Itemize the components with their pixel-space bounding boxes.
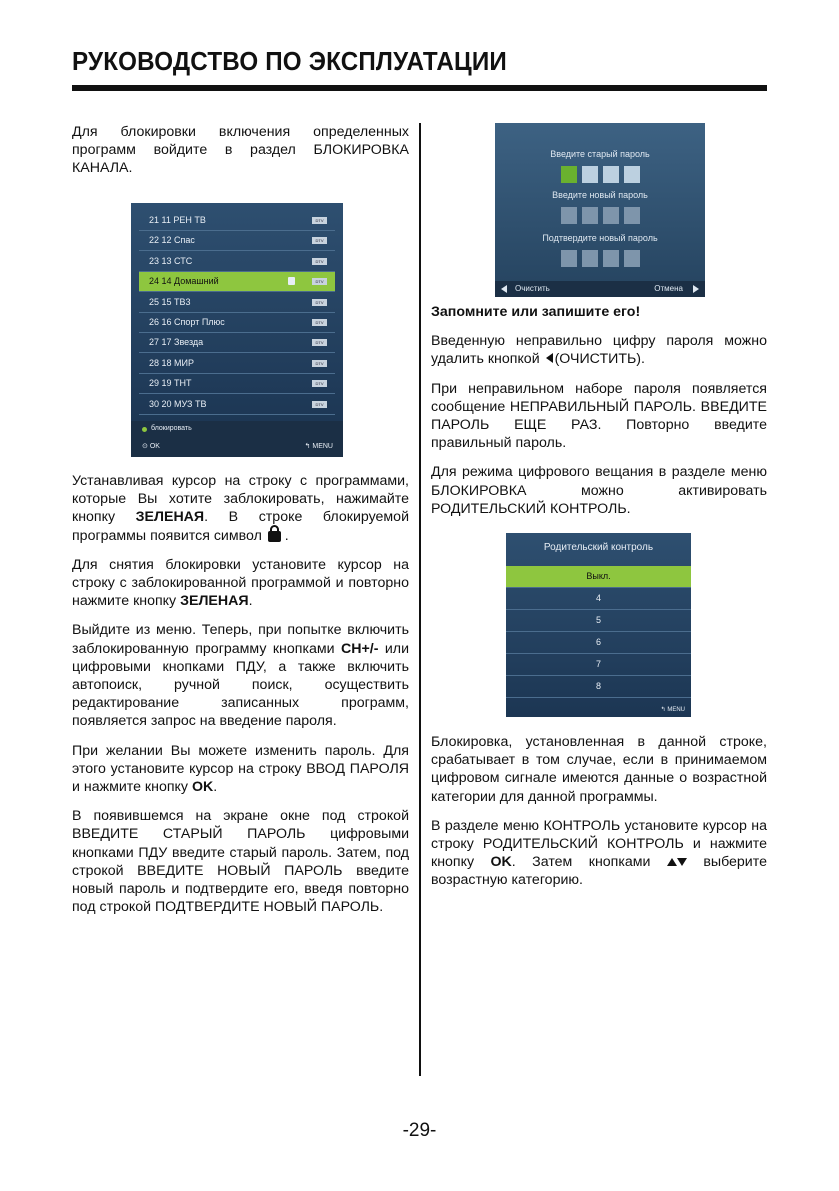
channel-row: [139, 272, 335, 292]
age-option: 8: [506, 676, 691, 698]
paragraph: [72, 742, 409, 797]
dtv-badge: DTV: [312, 217, 327, 224]
text: В разделе меню КОНТРОЛЬ установите курсор на строку РОДИТЕЛЬСКИЙ КОНТРОЛЬ и нажмите кнопку: [431, 817, 767, 871]
channel-row: [139, 231, 335, 251]
age-option: Выкл.: [506, 566, 691, 588]
age-option: 5: [506, 610, 691, 632]
age-option: 6: [506, 632, 691, 654]
menu-label: MENU: [312, 443, 333, 450]
text: .: [280, 527, 289, 544]
text: (ОЧИСТИТЬ).: [554, 351, 645, 368]
lock-icon: [268, 531, 281, 542]
channel-row: [139, 252, 335, 272]
text: Введенную неправильно цифру пароля можно удалить кнопкой: [431, 333, 767, 368]
bold-text: ЗЕЛЕНАЯ: [180, 593, 249, 610]
age-option: 7: [506, 654, 691, 676]
paragraph: При неправильном наборе пароля появляется сообщение НЕПРАВИЛЬНЫЙ ПАРОЛЬ. ВВЕДИТЕ ПАРОЛЬ ЕЩЕ РАЗ. Повторно введите правильный пароль.: [431, 380, 767, 452]
right-body-bottom: [431, 733, 767, 901]
paragraph: [72, 472, 409, 545]
text: .: [248, 593, 253, 610]
channel-footer: [131, 421, 343, 457]
triangle-down-icon: [677, 858, 687, 866]
password-screenshot: [495, 123, 705, 297]
bold-text: ЗЕЛЕНАЯ: [135, 509, 205, 526]
channel-lock-screenshot: [131, 203, 343, 457]
text: или цифровыми кнопками ПДУ, а также включить автопоиск, ручной поиск, осуществить редактирование записанных программ, появляется запрос на введение пароля.: [72, 640, 409, 730]
confirm-password-label: Подтвердите новый пароль: [542, 233, 658, 243]
paragraph: [431, 332, 767, 368]
old-password-boxes: [561, 166, 641, 183]
bold-text: CH+/-: [340, 640, 379, 657]
dtv-badge: DTV: [312, 339, 327, 346]
channel-label: 25 15 ТВ3: [149, 296, 191, 307]
parental-title: Родительский контроль: [543, 542, 654, 553]
page-title: РУКОВОДСТВО ПО ЭКСПЛУАТАЦИИ: [72, 46, 508, 76]
channel-row: [139, 333, 335, 353]
paragraph: [72, 621, 409, 730]
bold-text: OK: [191, 779, 214, 796]
paragraph: [431, 817, 767, 890]
triangle-left-icon: [546, 353, 553, 363]
text: . Затем кнопками: [511, 854, 651, 871]
channel-label: 27 17 Звезда: [149, 337, 204, 348]
channel-row: [139, 395, 335, 415]
clear-label: Очистить: [515, 284, 550, 293]
text: .: [213, 779, 218, 796]
old-password-label: Введите старый пароль: [550, 149, 650, 159]
channel-label: 21 11 РЕН ТВ: [149, 215, 206, 225]
column-divider: [419, 123, 421, 1076]
confirm-password-boxes: [561, 250, 641, 267]
channel-label: 28 18 МИР: [149, 357, 194, 368]
channel-label: 22 12 Спас: [149, 235, 195, 246]
dtv-badge: DTV: [312, 278, 327, 285]
remember-note: Запомните или запишите его!: [431, 304, 641, 320]
dtv-badge: DTV: [312, 299, 327, 306]
text: Для снятия блокировки установите курсор на строку с заблокированной программой и повторно нажмите кнопку: [72, 556, 409, 610]
cancel-label: Отмена: [654, 284, 683, 293]
paragraph: Блокировка, установленная в данной строке, срабатывает в том случае, если в принимаемом цифровом сигнале имеются данные о возрастной категории для данной программы.: [431, 734, 767, 805]
menu-hint: ↰ MENU: [304, 443, 333, 450]
channel-label: 23 13 СТС: [149, 255, 193, 266]
paragraph: [72, 556, 409, 611]
channel-label: 24 14 Домашний: [149, 276, 219, 287]
arrow-right-icon: [693, 285, 699, 293]
new-password-boxes: [561, 207, 641, 224]
menu-hint: ↰ MENU: [660, 707, 685, 713]
lock-icon: [288, 277, 295, 285]
channel-label: 30 20 МУЗ ТВ: [149, 398, 207, 409]
green-dot-icon: [142, 427, 147, 432]
text: выберите возрастную категорию.: [431, 854, 767, 889]
arrow-left-icon: [501, 285, 507, 293]
triangle-up-icon: [667, 858, 677, 866]
text: Выйдите из меню. Теперь, при попытке включить заблокированную программу кнопками: [72, 622, 409, 657]
dtv-badge: DTV: [312, 360, 327, 367]
text: При желании Вы можете изменить пароль. Для этого установите курсор на строку ВВОД ПАРОЛЯ и нажмите кнопку: [72, 742, 409, 796]
dtv-badge: DTV: [312, 258, 327, 265]
left-intro: [72, 123, 409, 189]
ok-hint: ⊙ OK: [142, 443, 160, 450]
parental-control-screenshot: [506, 533, 691, 717]
title-rule: [72, 85, 767, 91]
channel-row: [139, 313, 335, 333]
paragraph: Для режима цифрового вещания в разделе меню БЛОКИРОВКА можно активировать РОДИТЕЛЬСКИЙ КОНТРОЛЬ.: [431, 464, 767, 517]
page-number: -29-: [402, 1120, 437, 1141]
bold-text: OK: [490, 854, 512, 871]
channel-row: [139, 374, 335, 394]
menu-label: MENU: [667, 707, 685, 713]
new-password-label: Введите новый пароль: [552, 190, 648, 200]
password-bottom-bar: [495, 281, 705, 297]
dtv-badge: DTV: [312, 380, 327, 387]
dtv-badge: DTV: [312, 237, 327, 244]
channel-label: 26 16 Спорт Плюс: [149, 317, 225, 327]
paragraph: Для блокировки включения определенных программ войдите в раздел БЛОКИРОВКА КАНАЛА.: [72, 124, 409, 177]
channel-label: 29 19 ТНТ: [149, 378, 192, 389]
age-option: 4: [506, 588, 691, 610]
channel-row: [139, 354, 335, 374]
text: . В строке блокируемой программы появится символ: [72, 509, 409, 544]
text: Устанавливая курсор на строку с программами, которые Вы хотите заблокировать, нажимайте кнопку: [72, 473, 409, 526]
left-body: [72, 472, 409, 927]
dtv-badge: DTV: [312, 319, 327, 326]
channel-row: [139, 211, 335, 231]
legend-label: блокировать: [151, 425, 192, 432]
right-body-top: [431, 303, 767, 529]
paragraph: В появившемся на экране окне под строкой ВВЕДИТЕ СТАРЫЙ ПАРОЛЬ цифровыми кнопками ПДУ введите старый пароль. Затем, под строкой ВВЕДИТЕ НОВЫЙ ПАРОЛЬ введите новый пароль и подтвердите его, введя повторно под строкой ПОДТВЕРДИТЕ НОВЫЙ ПАРОЛЬ.: [72, 808, 409, 916]
ok-label: OK: [149, 443, 160, 450]
dtv-badge: DTV: [312, 401, 327, 408]
channel-row: [139, 293, 335, 313]
